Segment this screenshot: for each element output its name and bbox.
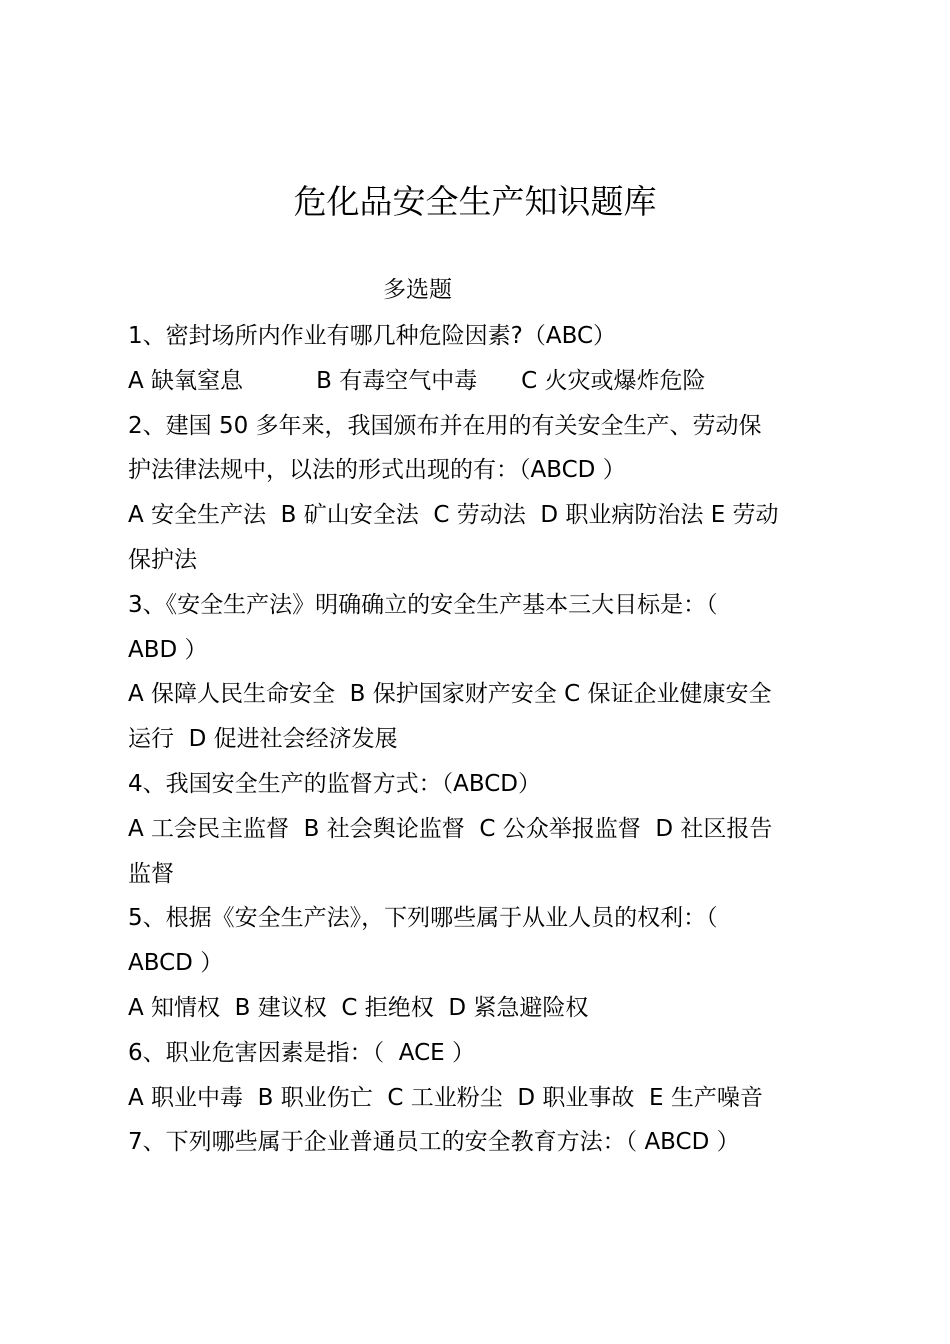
text-line: A 职业中毒 B 职业伤亡 C 工业粉尘 D 职业事故 E 生产噪音 — [128, 1084, 763, 1111]
document-title: 危化品安全生产知识题库 — [293, 182, 657, 221]
text-line: A 保障人民生命安全 B 保护国家财产安全 C 保证企业健康安全 — [128, 681, 772, 708]
text-line: 6、职业危害因素是指：（ ACE ） — [128, 1039, 475, 1066]
text-line: A 安全生产法 B 矿山安全法 C 劳动法 D 职业病防治法 E 劳动 — [128, 502, 779, 529]
text-line: 4、我国安全生产的监督方式：（ABCD） — [128, 770, 542, 797]
section-heading: 多选题 — [383, 277, 452, 303]
text-line: ABD ） — [128, 636, 208, 663]
text-line: A 缺氧窒息 B 有毒空气中毒 C 火灾或爆炸危险 — [128, 367, 706, 394]
text-line: A 知情权 B 建议权 C 拒绝权 D 紧急避险权 — [128, 994, 589, 1021]
text-line: 保护法 — [128, 546, 197, 573]
text-line: 监督 — [128, 860, 174, 887]
text-line: 7、下列哪些属于企业普通员工的安全教育方法：（ ABCD ） — [128, 1129, 740, 1156]
text-line: 2、建国 50 多年来，我国颁布并在用的有关安全生产、劳动保 — [128, 412, 762, 439]
text-line: A 工会民主监督 B 社会舆论监督 C 公众举报监督 D 社区报告 — [128, 815, 773, 842]
text-line: 3、《安全生产法》明确确立的安全生产基本三大目标是：（ — [128, 591, 718, 618]
text-line: 运行 D 促进社会经济发展 — [128, 726, 398, 753]
text-line: 5、根据《安全生产法》，下列哪些属于从业人员的权利：（ — [128, 905, 718, 932]
text-line: 护法律法规中，以法的形式出现的有：（ABCD ） — [128, 457, 626, 484]
question-list — [128, 314, 840, 1165]
text-line: ABCD ） — [128, 950, 224, 977]
text-line: 1、密封场所内作业有哪几种危险因素?（ABC） — [128, 323, 617, 349]
